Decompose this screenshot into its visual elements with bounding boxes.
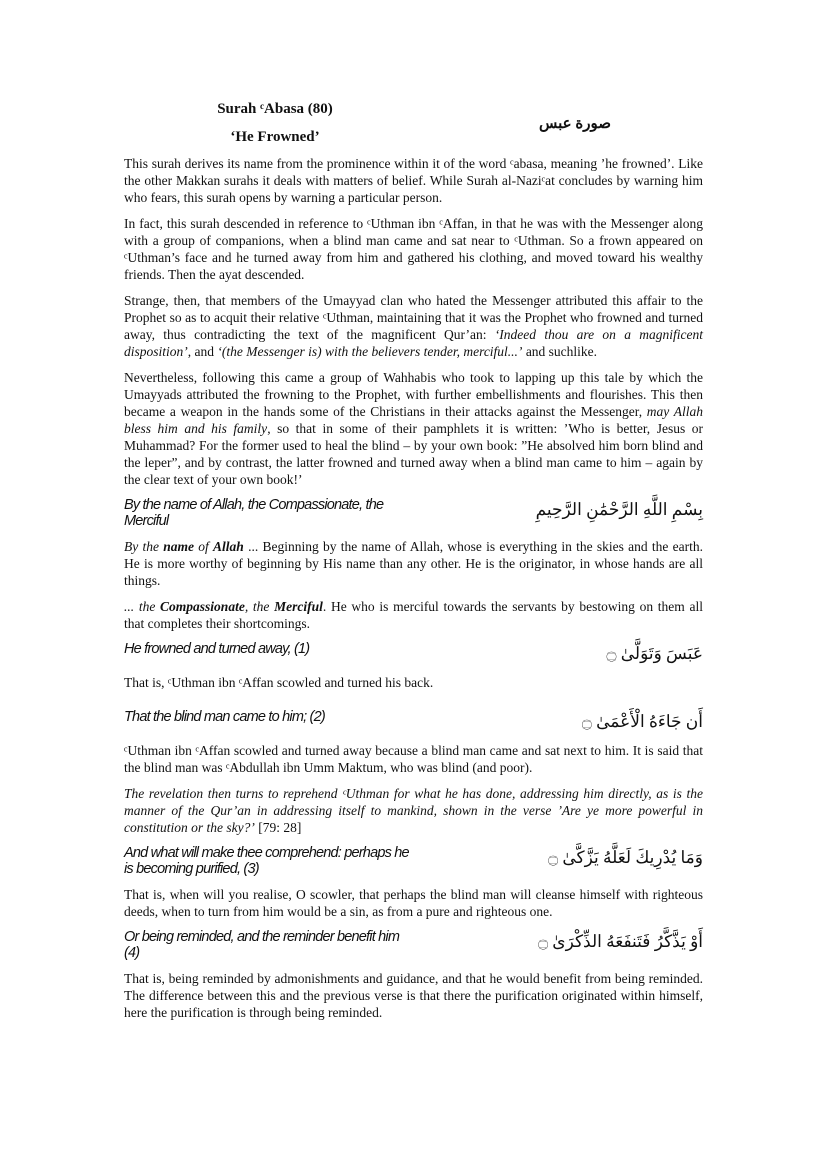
verse-commentary: That is, being reminded by admonishments and guidance, and that he would benefit from being reminded. The difference between this and the previous verse is that there the purification originated within himself, here the purification is through being reminded. [124,971,703,1020]
verse-heading [124,641,703,665]
text-run: ... Beginning by the name of Allah, whose is everything in the skies and the earth. He is more worthy of beginning by His name than any other. He is the originator, in whose hands are all things. [124,539,703,588]
keyword: Merciful [274,599,323,614]
title-block [195,100,355,146]
basmala-arabic: بِسْمِ اللَّهِ الرَّحْمَٰنِ الرَّحِيمِ [535,500,703,519]
salutation: may Allah bless him and his family [124,404,703,436]
quran-quote: ‘Indeed thou are on a magnificent disposition’ [124,327,703,359]
verse-english: Or being reminded, and the reminder benefit him (4) [124,929,400,961]
intro-paragraph-2: In fact, this surah descended in reference to ᶜUthman ibn ᶜAffan, in that he was with the Messenger along with a group of companions, when a blind man came and sat near to ᶜUthman. So a frown appeared on ᶜUthman’s face and he turned away from him and gathered his clothing, and moved toward his wealthy friends. Then the ayat descended. [124,216,703,282]
text-run: , so that in some of their pamphlets it is written: ’Who is better, Jesus or Muhammad? For the former used to heal the blind – by your own book: ”He absolved him born blind and the leper”, and by contrast, the latter frowned and turned away when a blind man came to him – again by the clear text of your own book!’ [124,421,703,487]
basmala-commentary-1 [124,538,703,589]
keyword: Allah [213,539,244,554]
text-run: of [194,539,214,554]
verse-heading [124,929,703,961]
text-run: and suchlike. [522,344,598,359]
verse-english: He frowned and turned away, (1) [124,641,310,657]
text-run: The revelation then turns to reprehend ᶜUthman for what he has done, addressing him directly, as is the manner of the Qur’an in addressing itself to mankind, shown in the verse ’Are ye more powerful in constitution or the sky?’ [124,786,703,835]
verse-arabic: وَمَا يُدْرِيكَ لَعَلَّهُ يَزَّكَّىٰ ۝ [548,848,703,867]
verse-arabic: عَبَسَ وَتَوَلَّىٰ ۝ [606,644,703,663]
quran-quote: ‘(the Messenger is) with the believers tender, merciful...’ [217,344,523,359]
text-run: Strange, then, that members of the Umayyad clan who hated the Messenger attributed this affair to the Prophet so as to acquit their relative ᶜUthman, maintaining that it was the Prophet who frowned and turned away, thus contradicting the text of the magnificent Qur’an: [124,293,703,342]
verse-commentary-extra [124,785,703,836]
keyword: name [163,539,195,554]
verse-commentary: That is, ᶜUthman ibn ᶜAffan scowled and turned his back. [124,675,434,690]
verse-arabic: أَوْ يَذَّكَّرُ فَتَنفَعَهُ الذِّكْرَىٰ ۝ [538,932,703,951]
intro-paragraph-1: This surah derives its name from the prominence within it of the word ᶜabasa, meaning ’he frowned’. Like the other Makkan surahs it deals with matters of belief. While Surah al-Naziᶜat concludes by warning him who fears, this surah opens by warning a particular person. [124,156,703,205]
intro-paragraph-3 [124,292,703,360]
verse-commentary: ᶜUthman ibn ᶜAffan scowled and turned away because a blind man came and sat next to him. It is said that the blind man was ᶜAbdullah ibn Umm Maktum, who was blind (and poor). [124,743,703,775]
document-body [124,155,703,1030]
verse-reference: [79: 28] [254,820,302,835]
page-title: Surah ᶜAbasa (80) [217,101,333,117]
basmala-heading [124,497,703,529]
basmala-commentary-2 [124,598,703,632]
text-run: . He who is merciful towards the servants by bestowing on them all that completes their shortcomings. [124,599,703,631]
keyword: Compassionate [160,599,245,614]
text-run: By the [124,539,164,554]
text-run: Nevertheless, following this came a group of Wahhabis who took to lapping up this tale by which the Umayyads attributed the frowning to the Prophet, with further embellishments and flourishes. This then became a weapon in the hands some of the Christians in their attacks against the Messenger, [124,370,703,419]
verse-heading [124,845,703,877]
verse-arabic: أَن جَاءَهُ الْأَعْمَىٰ ۝ [581,712,703,731]
verse-heading [124,709,703,733]
intro-paragraph-4 [124,369,703,488]
verse-english: That the blind man came to him; (2) [124,709,325,725]
verse-english: And what will make thee comprehend: perhaps he is becoming purified, (3) [124,845,409,877]
page-subtitle: ‘He Frowned’ [230,129,320,145]
text-run: , the [244,599,275,614]
arabic-title: صورة عبس [539,116,611,132]
text-run: ... the [124,599,161,614]
verse-commentary: That is, when will you realise, O scowler, that perhaps the blind man will cleanse himself with righteous deeds, when to turn from him would be a sin, as from a pure and righteous one. [124,887,703,919]
basmala-english: By the name of Allah, the Compassionate, the Merciful [124,497,384,529]
text-run: , and [187,344,218,359]
